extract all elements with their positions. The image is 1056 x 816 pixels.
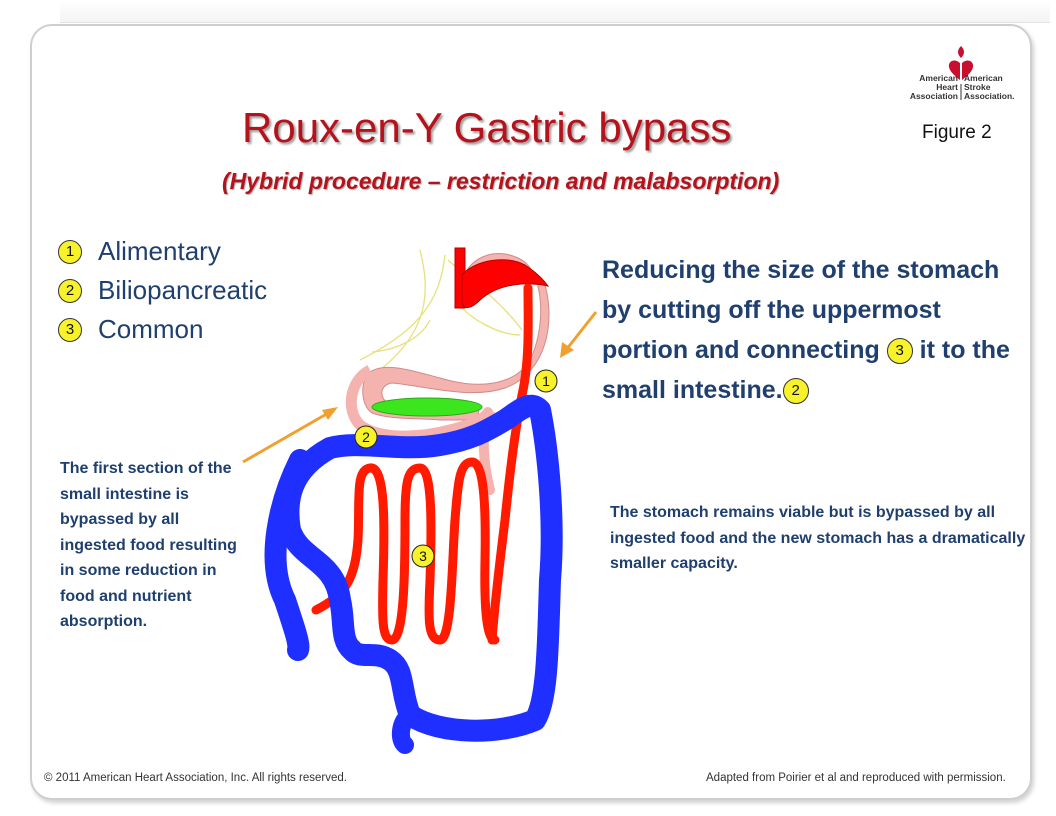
pancreas	[372, 398, 482, 416]
rectum	[401, 715, 410, 745]
diagram-badge-limb-1	[535, 370, 557, 392]
attribution-footer: Adapted from Poirier et al and reproduced with permission.	[706, 772, 1006, 784]
reduction-text-part1: Reducing the size of the stomach by cutting off the uppermost portion and connecting	[602, 256, 1000, 364]
diagram-badge-limb-3	[412, 545, 434, 567]
right-note: The stomach remains viable but is bypassed by all ingested food and the new stomach has a dramatically smaller capacity.	[610, 504, 1026, 572]
logo-asa-line1: American	[964, 73, 1003, 83]
legend-badge: 2	[58, 279, 82, 303]
logo-asa-line2: Stroke	[964, 82, 991, 92]
slide-subtitle: (Hybrid procedure – restriction and malabsorption)	[222, 168, 780, 194]
arrow-to-pouch	[560, 312, 596, 358]
diagram-label-3: 3	[419, 548, 427, 564]
left-note: The first section of the small intestine is bypassed by all ingested food resulting in some reduction in food and nutrient absorption.	[60, 460, 237, 630]
logo-aha-line1: American	[919, 73, 958, 83]
reduction-description	[602, 250, 1022, 410]
legend-label: Common	[98, 314, 204, 344]
diagram-label-1: 1	[542, 373, 550, 389]
copyright-footer: © 2011 American Heart Association, Inc. All rights reserved.	[44, 772, 347, 784]
legend-label: Biliopancreatic	[98, 275, 268, 305]
legend-badge: 1	[58, 240, 82, 264]
inline-badge-3: 3	[887, 338, 913, 364]
diagram-badge-limb-2	[355, 426, 377, 448]
logo-aha-line2: Heart	[936, 82, 958, 92]
diagram-label-2: 2	[362, 429, 370, 445]
slide-title: Roux-en-Y Gastric bypass	[242, 104, 732, 151]
reduction-text-part2: it to the small intestine.	[602, 336, 1010, 404]
figure-label: Figure 2	[922, 122, 992, 143]
logo-asa-line3: Association.	[964, 91, 1015, 101]
legend-label: Alimentary	[98, 236, 221, 266]
legend-badge: 3	[58, 318, 82, 342]
logo-aha-line3: Association	[909, 91, 958, 101]
inline-badge-2: 2	[783, 378, 809, 404]
alimentary-limb	[492, 288, 528, 640]
